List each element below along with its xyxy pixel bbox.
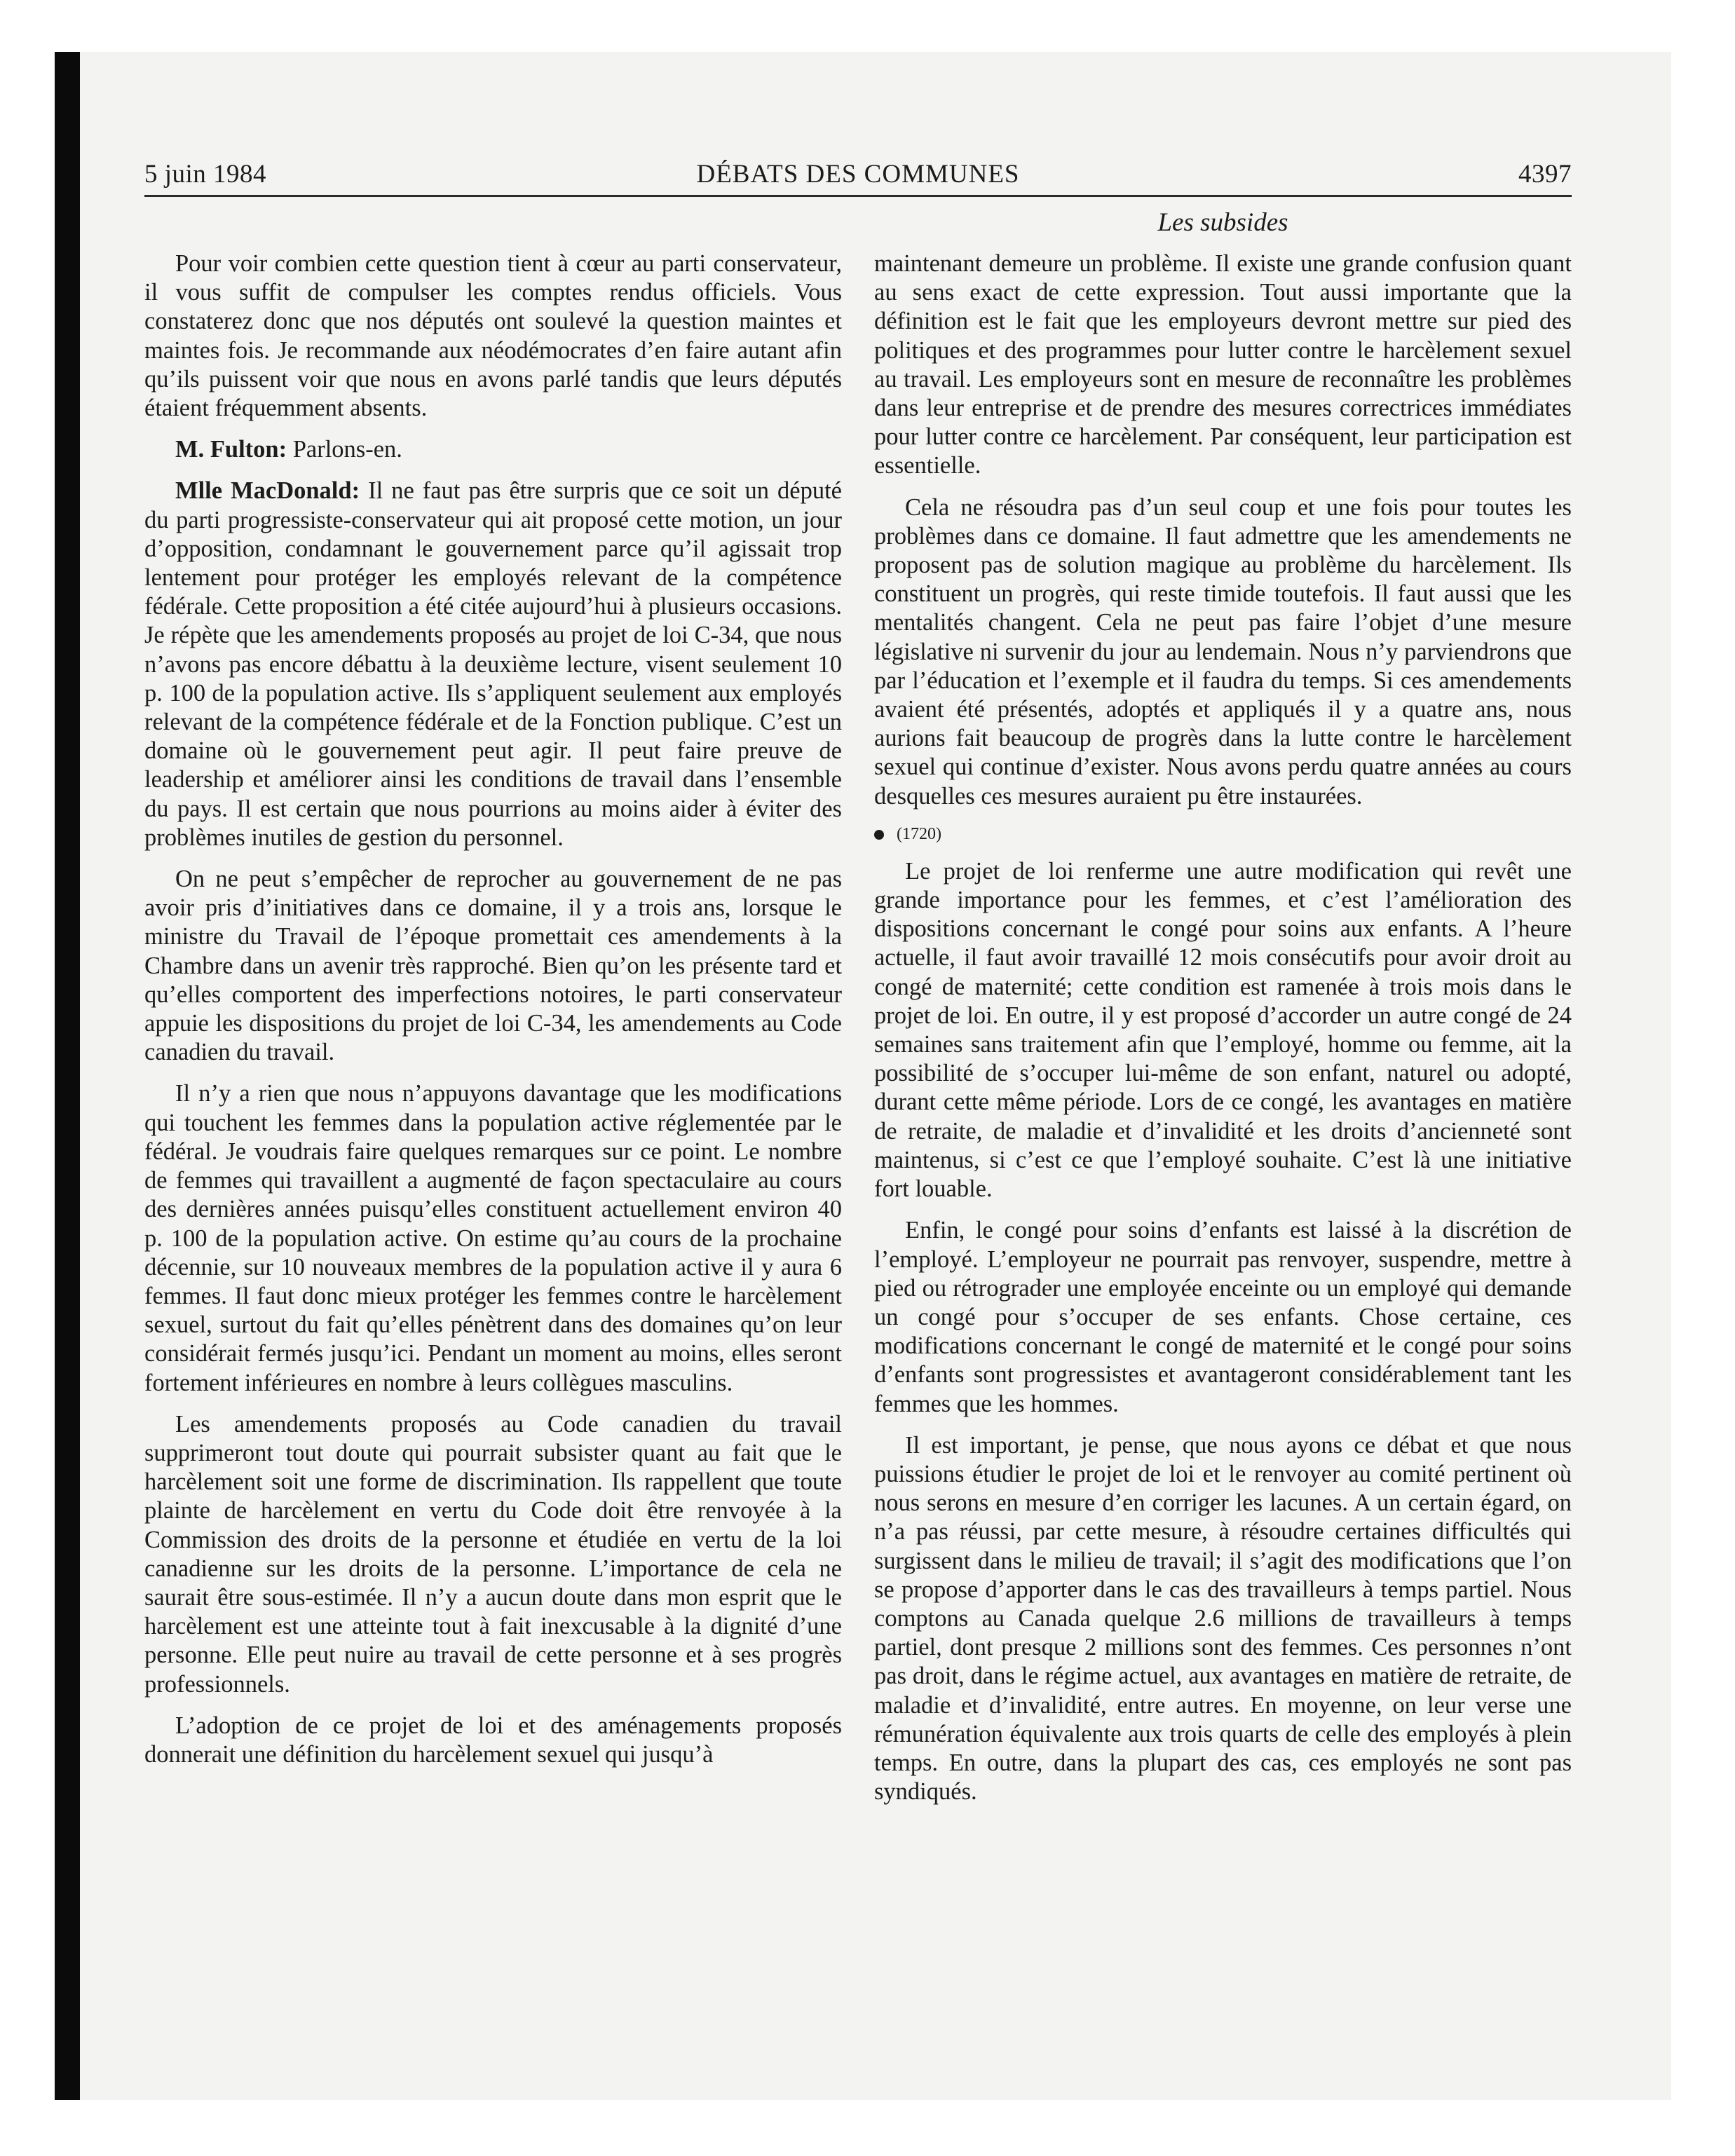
paragraph: Pour voir combien cette question tient à cœur au parti conservateur, il vous suffit de compulser les comptes rendus officiels. Vous constaterez donc que nos députés ont soulevé la question maintes et maintes fois. Je recommande aux néodémocrates d’en faire autant afin qu’ils puissent voir que nous en avons parlé tandis que leurs députés étaient fréquemment absents.	[144, 250, 842, 422]
scan-edge-bar	[55, 52, 80, 2100]
paragraph: Le projet de loi renferme une autre modification qui revêt une grande importance pour les femmes, et c’est l’amélioration des dispositions concernant le congé pour soins aux enfants. A l’heure actuelle, il faut avoir travaillé 12 mois consécutifs pour avoir droit au congé de maternité; cette condition est ramenée à trois mois dans le projet de loi. En outre, il y est proposé d’accorder un autre congé de 24 semaines sans traitement afin que l’employé, homme ou femme, ait la possibilité de s’occuper lui-même de son enfant, naturel ou adopté, durant cette même période. Lors de ce congé, les avantages en matière de retraite, de maladie et d’invalidité et les droits d’ancienneté sont maintenus, si c’est ce que l’employé souhaite. C’est là une initiative fort louable.	[874, 857, 1572, 1203]
left-column	[144, 250, 842, 1782]
paragraph: Les amendements proposés au Code canadien du travail supprimeront tout doute qui pourrait subsister quant au fait que le harcèlement soit une forme de discrimination. Ils rappellent que toute plainte de harcèlement en vertu du Code doit être renvoyée à la Commission des droits de la personne et étudiée en vertu de la loi canadienne sur les droits de la personne. L’importance de cela ne saurait être sous-estimée. Il n’y a aucun doute dans mon esprit que le harcèlement est une atteinte tout à fait inexcusable à la dignité d’une personne. Elle peut nuire au travail de cette personne et à ses progrès professionnels.	[144, 1410, 842, 1698]
paragraph: maintenant demeure un problème. Il existe une grande confusion quant au sens exact de cette expression. Tout aussi importante que la définition est le fait que les employeurs devront mettre sur pied des politiques et des programmes pour lutter contre le harcèlement sexuel au travail. Les employeurs sont en mesure de reconnaître les problèmes dans leur entreprise et de prendre des mesures correctrices immédiates pour lutter contre ce harcèlement. Par conséquent, leur participation est essentielle.	[874, 250, 1572, 479]
paragraph: Il n’y a rien que nous n’appuyons davantage que les modifications qui touchent les femmes dans la population active réglementée par le fédéral. Je voudrais faire quelques remarques sur ce point. Le nombre de femmes qui travaillent a augmenté de façon spectaculaire au cours des dernières années puisqu’elles constituent actuellement environ 40 p. 100 de la population active. On estime qu’au cours de la prochaine décennie, sur 10 nouveaux membres de la population active il y aura 6 femmes. Il faut donc mieux protéger les femmes contre le harcèlement sexuel, surtout du fait qu’elles pénètrent dans des domaines qu’on leur considérait fermés jusqu’ici. Pendant un moment au moins, elles seront fortement inférieures en nombre à leurs collègues masculins.	[144, 1080, 842, 1396]
speech-macdonald	[144, 477, 842, 852]
running-header	[144, 156, 1572, 197]
speaker-name: M. Fulton:	[175, 436, 287, 463]
paragraph: Enfin, le congé pour soins d’enfants est laissé à la discrétion de l’employé. L’employeur ne pourrait pas renvoyer, suspendre, mettre à pied ou rétrograder une employée enceinte ou un employé qui demande un congé pour s’occuper de ses enfants. Chose certaine, ces modifications concernant le congé de maternité et le congé pour soins d’enfants sont progressistes et avantageront considérablement tant les femmes que les hommes.	[874, 1217, 1572, 1417]
timestamp-text: (1720)	[897, 824, 941, 843]
paragraph: L’adoption de ce projet de loi et des aménagements proposés donnerait une définition du harcèlement sexuel qui jusqu’à	[144, 1712, 842, 1768]
paragraph: On ne peut s’empêcher de reprocher au gouvernement de ne pas avoir pris d’initiatives dans ce domaine, il y a trois ans, lorsque le ministre du Travail de l’époque promettait ces amendements à la Chambre dans un avenir très rapproché. Bien qu’on les présente tard et qu’elles comportent des imperfections notoires, le parti conservateur appuie les dispositions du projet de loi C-34, les amendements au Code canadien du travail.	[144, 866, 842, 1066]
speech-text: Parlons-en.	[287, 436, 402, 463]
header-date: 5 juin 1984	[144, 160, 267, 189]
bullet-icon	[874, 830, 884, 840]
speech-fulton	[144, 435, 842, 464]
section-title: Les subsides	[1157, 208, 1288, 237]
timestamp-marker	[874, 824, 1572, 845]
header-title: DÉBATS DES COMMUNES	[696, 160, 1020, 189]
speech-text: Il ne faut pas être surpris que ce soit un député du parti progressiste-conservateur qui ait proposé cette motion, un jour d’opposition, condamnant le gouvernement parce qu’il agissait trop lentement pour protéger les employés relevant de la compétence fédérale. Cette proposition a été citée aujourd’hui à plusieurs occasions. Je répète que les amendements proposés au projet de loi C-34, que nous n’avons pas encore débattu à la deuxième lecture, visent seulement 10 p. 100 de la population active. Ils s’appliquent seulement aux employés relevant de la compétence fédérale et de la Fonction publique. C’est un domaine où le gouvernement peut agir. Il peut faire preuve de leadership et améliorer ainsi les conditions de travail dans l’ensemble du pays. Il est certain que nous pourrions au moins aider à éviter des problèmes inutiles de gestion du personnel.	[144, 477, 842, 851]
paragraph: Il est important, je pense, que nous ayons ce débat et que nous puissions étudier le projet de loi et le renvoyer au comité pertinent où nous serons en mesure d’en corriger les lacunes. A un certain égard, on n’a pas réussi, par cette mesure, à résoudre certaines difficultés qui surgissent dans le milieu de travail; il s’agit des modifications que l’on se propose d’apporter dans le cas des travailleurs à temps partiel. Nous comptons au Canada quelque 2.6 millions de travailleurs à temps partiel, dont presque 2 millions sont des femmes. Ces personnes n’ont pas droit, dans le régime actuel, aux avantages en matière de retraite, de maladie et d’invalidité, entre autres. En moyenne, on leur verse une rémunération équivalente aux trois quarts de celle des employés à plein temps. En outre, dans la plupart des cas, ces employés ne sont pas syndiqués.	[874, 1431, 1572, 1806]
header-page-number: 4397	[1518, 160, 1572, 189]
paragraph: Cela ne résoudra pas d’un seul coup et une fois pour toutes les problèmes dans ce domaine. Il faut admettre que les amendements ne proposent pas de solution magique au problème du harcèlement. Ils constituent un progrès, qui reste timide toutefois. Il faut aussi que les mentalités changent. Cela ne peut pas faire l’objet d’une mesure législative ni survenir du jour au lendemain. Nous n’y parviendrons que par l’éducation et l’exemple et il faudra du temps. Si ces amendements avaient été présentés, adoptés et appliqués il y a quatre ans, nous aurions fait beaucoup de progrès dans la lutte contre le harcèlement sexuel qui continue d’exister. Nous avons perdu quatre années au cours desquelles ces mesures auraient pu être instaurées.	[874, 493, 1572, 810]
right-column	[874, 250, 1572, 1819]
speaker-name: Mlle MacDonald:	[175, 477, 360, 505]
